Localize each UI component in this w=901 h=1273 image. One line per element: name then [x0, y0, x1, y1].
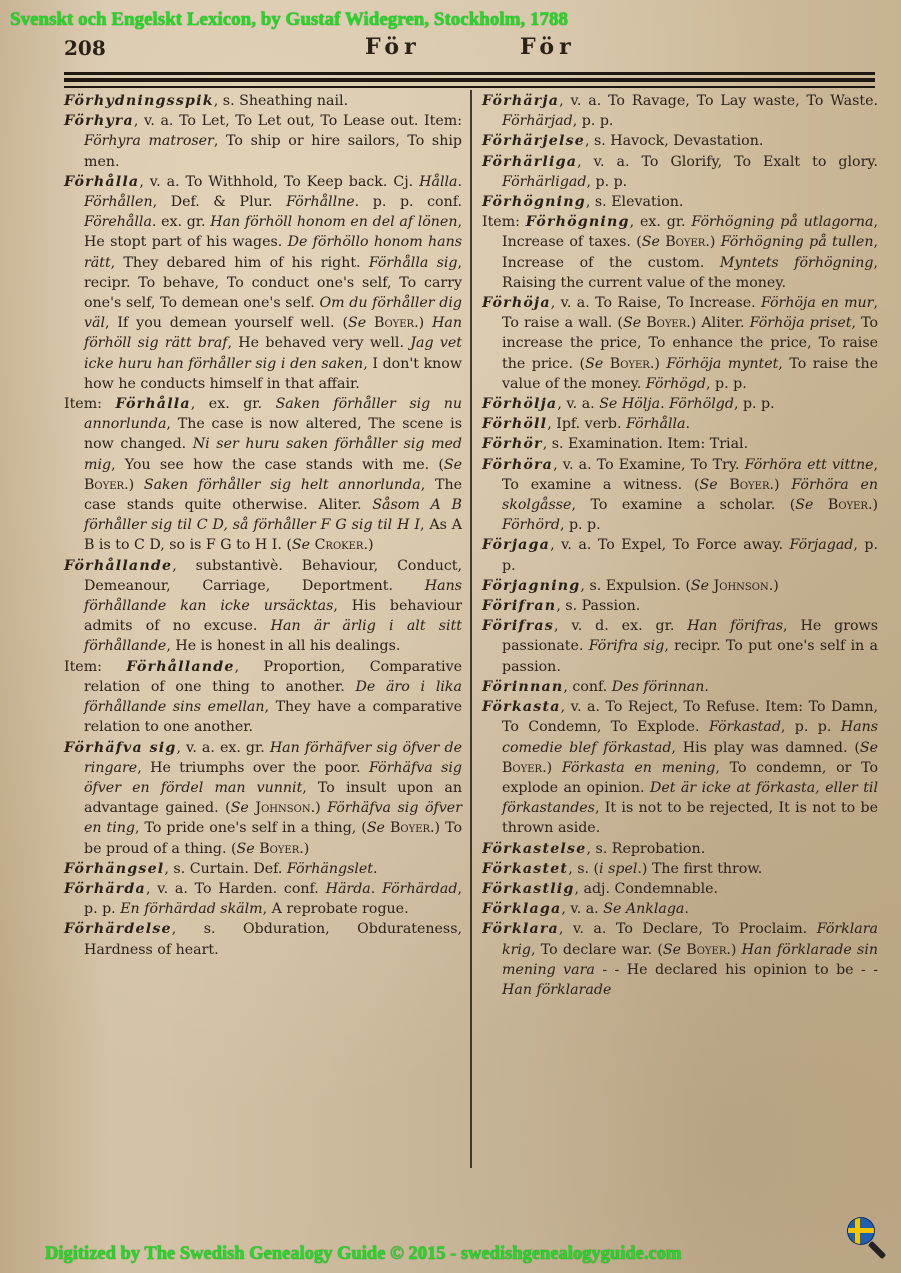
dictionary-entry: Item: Förhögning, ex. gr. Förhögning på utlagorna, Increase of taxes. (Se Boyer.) Förhögning på tullen, Increase of the custom. Myntets förhögning, Raising the current value of the money.: [482, 214, 879, 291]
dictionary-entry: Förhögning, s. Elevation.: [482, 194, 684, 211]
dictionary-entry: Förklara, v. a. To Declare, To Proclaim. Förklara krig, To declare war. (Se Boyer.) Han förklarade sin mening vara - - He declared his opinion to be - - Han förklarade: [482, 921, 878, 998]
dictionary-entry: Item: Förhålla, ex. gr. Saken förhåller sig nu annorlunda, The case is now altered, The scene is now changed. Ni ser huru saken förhåller sig med mig, You see how the case stands with me. (Se Boyer.) Saken förhåller sig helt annorlunda, The case stands quite otherwise. Aliter. Såsom A B förhåller sig til C D, så förhåller F G sig til H I, As A B is to C D, so is F G to H I. (Se Croker.): [64, 396, 463, 554]
dictionary-entry: Förhölja, v. a. Se Hölja. Förhölgd, p. p.: [482, 396, 775, 413]
dictionary-entry: Förhålla, v. a. To Withhold, To Keep back. Cj. Hålla. Förhållen, Def. & Plur. Förhållne. p. p. conf. Förehålla. ex. gr. Han förhöll honom en del af lönen, He stopt part of his wages. De förhöllo honom hans rätt, They debared him of his right. Förhålla sig, recipr. To behave, To conduct one's self, To carry one's self, To demean one's self. Om du förhåller dig väl, If you demean yourself well. (Se Boyer.) Han förhöll sig rätt braf, He behaved very well. Jag vet icke huru han förhåller sig i den saken, I don't know how he conducts himself in that affair.: [64, 173, 462, 392]
dictionary-entry: Förkastet, s. (i spel.) The first throw.: [482, 860, 763, 877]
dictionary-entry: Förifras, v. d. ex. gr. Han förifras, He grows passionate. Förifra sig, recipr. To put one's self in a passion.: [482, 618, 879, 675]
dictionary-entry: Förkastelse, s. Reprobation.: [482, 840, 706, 857]
running-head-right: För: [520, 34, 576, 60]
dictionary-entry: Item: Förhållande, Proportion, Comparative relation of one thing to another. De äro i lika förhållande sins emellan, They have a comparative relation to one another.: [64, 658, 463, 736]
dictionary-entry: Förjaga, v. a. To Expel, To Force away. Förjagad, p. p.: [482, 537, 878, 574]
dictionary-entry: Förhärda, v. a. To Harden. conf. Härda. Förhärdad, p. p. En förhärdad skälm, A reprobate rogue.: [64, 880, 462, 918]
dictionary-entry: Förifran, s. Passion.: [482, 598, 641, 615]
swedish-flag-icon: [848, 1218, 874, 1244]
digitizer-banner: Svenskt och Engelskt Lexicon, by Gustaf Widegren, Stockholm, 1788: [10, 9, 568, 30]
dictionary-entry: Förkastlig, adj. Condemnable.: [482, 880, 719, 897]
right-column: [482, 91, 878, 1000]
dictionary-entry: Förhållande, substantivè. Behaviour, Conduct, Demeanour, Carriage, Deportment. Hans förhållande kan icke ursäcktas, His behaviour admits of no excuse. Han är ärlig i alt sitt förhållande, He is honest in all his dealings.: [64, 557, 462, 655]
dictionary-entry: Förjagning, s. Expulsion. (Se Johnson.): [482, 577, 779, 594]
dictionary-entry: Förhöja, v. a. To Raise, To Increase. Förhöja en mur, To raise a wall. (Se Boyer.) Aliter. Förhöja priset, To increase the price, To enhance the price, To raise the price. (Se Boyer.) Förhöja myntet, To raise the value of the money. Förhögd, p. p.: [482, 295, 879, 392]
dictionary-entry: Förhängsel, s. Curtain. Def. Förhängslet.: [64, 860, 378, 877]
running-head-left: För: [365, 34, 421, 60]
dictionary-entry: Förhöll, Ipf. verb. Förhålla.: [482, 416, 691, 433]
dictionary-entry: Förhärliga, v. a. To Glorify, To Exalt to glory. Förhärligad, p. p.: [482, 153, 878, 190]
dictionary-entry: Förklaga, v. a. Se Anklaga.: [482, 901, 689, 918]
dictionary-entry: Förhäfva sig, v. a. ex. gr. Han förhäfver sig öfver de ringare, He triumphs over the poor. Förhäfva sig öfver en fördel man vunnit, To insult upon an advantage gained. (Se Johnson.) Förhäfva sig öfver en ting, To pride one's self in a thing, (Se Boyer.) To be proud of a thing. (Se Boyer.): [64, 739, 462, 857]
header-rule: [64, 72, 875, 75]
dictionary-entry: Förhyra, v. a. To Let, To Let out, To Lease out. Item: Förhyra matroser, To ship or hire sailors, To ship men.: [64, 113, 462, 170]
dictionary-entry: Förhöra, v. a. To Examine, To Try. Förhöra ett vittne, To examine a witness. (Se Boyer.) Förhöra en skolgåsse, To examine a scholar. (Se Boyer.) Förhörd, p. p.: [482, 456, 878, 534]
dictionary-entry: Förhärja, v. a. To Ravage, To Lay waste, To Waste. Förhärjad, p. p.: [482, 93, 878, 130]
page-number: 208: [64, 36, 106, 60]
magnifier-icon: [868, 1241, 886, 1259]
dictionary-entry: Förkasta, v. a. To Reject, To Refuse. Item: To Damn, To Condemn, To Explode. Förkastad, p. p. Hans comedie blef förkastad, His play was damned. (Se Boyer.) Förkasta en mening, To condemn, or To explode an opinion. Det är icke at förkasta, eller til förkastandes, It is not to be rejected, It is not to be thrown aside.: [482, 699, 878, 837]
dictionary-entry: Förhör, s. Examination. Item: Trial.: [482, 436, 749, 453]
dictionary-entry: Förhydningsspik, s. Sheathing nail.: [64, 93, 349, 109]
dictionary-entry: Förhärdelse, s. Obduration, Obdurateness, Hardness of heart.: [64, 921, 462, 958]
digitizer-footer: Digitized by The Swedish Genealogy Guide © 2015 - swedishgenealogyguide.com: [45, 1244, 682, 1264]
column-divider: [470, 90, 472, 1168]
header-rule: [64, 86, 875, 88]
dictionary-entry: Förhärjelse, s. Havock, Devastation.: [482, 133, 764, 150]
left-column: [64, 91, 462, 960]
header-rule: [64, 78, 875, 82]
dictionary-entry: Förinnan, conf. Des förinnan.: [482, 678, 709, 695]
